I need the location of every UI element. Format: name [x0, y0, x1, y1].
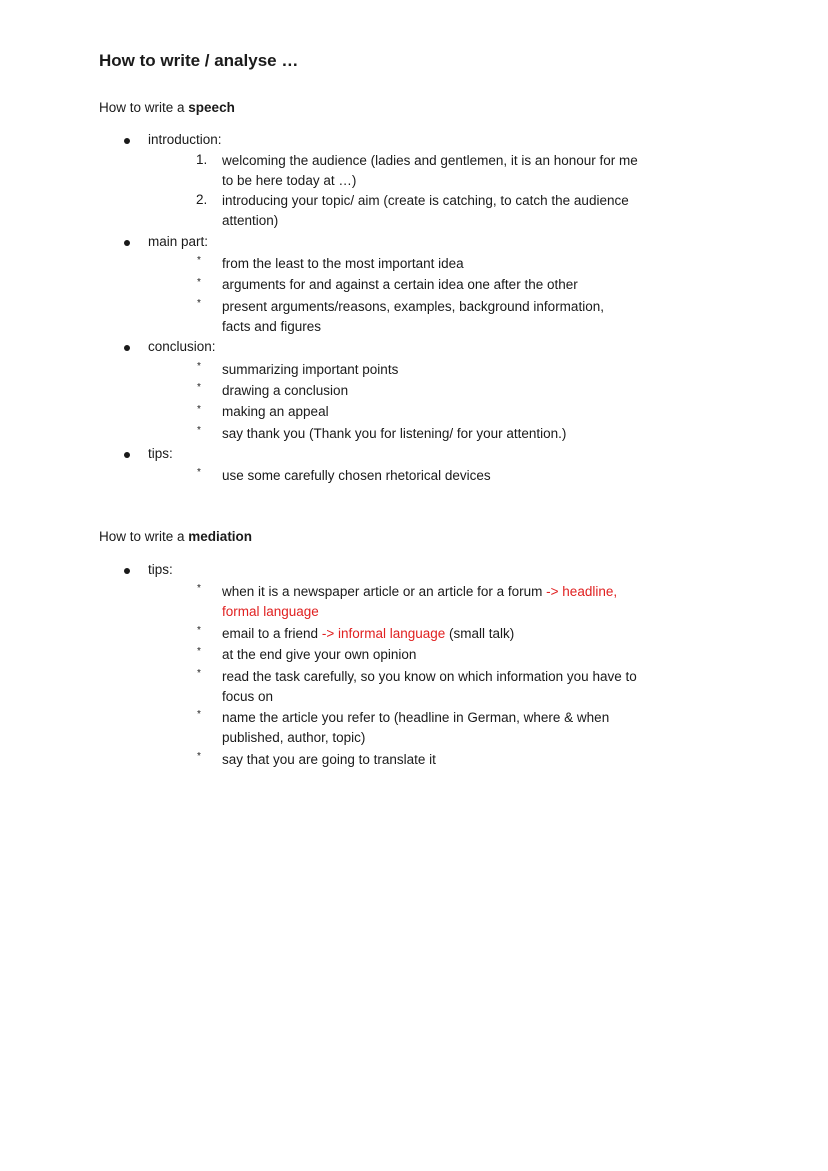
list-number: 2.: [196, 192, 208, 207]
bullet-dot: [124, 452, 130, 458]
asterisk-marker: *: [197, 404, 201, 415]
introduction-label: introduction:: [148, 132, 222, 147]
asterisk-marker: *: [197, 277, 201, 288]
speech-heading-prefix: How to write a: [99, 100, 185, 115]
asterisk-marker: *: [197, 646, 201, 657]
mediation-heading: [99, 529, 252, 544]
asterisk-marker: *: [197, 298, 201, 309]
mediation-item-2-tail: (small talk): [449, 626, 515, 641]
asterisk-marker: *: [197, 709, 201, 720]
introduction-item-2: introducing your topic/ aim (create is catching, to catch the audience attention): [222, 193, 629, 228]
conclusion-label: conclusion:: [148, 339, 216, 354]
asterisk-marker: *: [197, 382, 201, 393]
asterisk-marker: *: [197, 751, 201, 762]
asterisk-marker: *: [197, 625, 201, 636]
bullet-dot: [124, 568, 130, 574]
main-part-label: main part:: [148, 234, 209, 249]
main-part-item-1: from the least to the most important idea: [222, 256, 464, 271]
page-title: How to write / analyse …: [99, 51, 299, 70]
introduction-item-1: welcoming the audience (ladies and gentlemen, it is an honour for me to be here today at …): [222, 153, 638, 188]
conclusion-item-3: making an appeal: [222, 404, 329, 419]
speech-heading-bold: speech: [188, 100, 235, 115]
mediation-item-6: say that you are going to translate it: [222, 752, 436, 767]
mediation-item-1-highlight: -> headline, formal language: [222, 584, 618, 619]
mediation-item-2-highlight: -> informal language: [321, 626, 446, 641]
bullet-dot: [124, 138, 130, 144]
mediation-item-1: [222, 582, 647, 622]
speech-tips-item-1: use some carefully chosen rhetorical devices: [222, 468, 491, 483]
asterisk-marker: *: [197, 361, 201, 372]
mediation-item-5: name the article you refer to (headline in German, where & when published, author, topic): [222, 710, 610, 745]
asterisk-marker: *: [197, 583, 201, 594]
mediation-item-2-text: email to a friend: [222, 626, 319, 641]
list-number: 1.: [196, 152, 208, 167]
mediation-item-1-text: when it is a newspaper article or an article for a forum: [222, 584, 543, 599]
speech-heading: [99, 100, 235, 115]
conclusion-item-2: drawing a conclusion: [222, 383, 349, 398]
asterisk-marker: *: [197, 467, 201, 478]
mediation-heading-prefix: How to write a: [99, 529, 185, 544]
speech-tips-label: tips:: [148, 446, 173, 461]
conclusion-item-4: say thank you (Thank you for listening/ for your attention.): [222, 426, 567, 441]
mediation-item-3: at the end give your own opinion: [222, 647, 417, 662]
asterisk-marker: *: [197, 668, 201, 679]
asterisk-marker: *: [197, 425, 201, 436]
mediation-heading-bold: mediation: [188, 529, 253, 544]
mediation-item-2: [222, 624, 652, 644]
main-part-item-3: present arguments/reasons, examples, background information, facts and figures: [222, 299, 604, 334]
main-part-item-2: arguments for and against a certain idea one after the other: [222, 277, 578, 292]
asterisk-marker: *: [197, 255, 201, 266]
bullet-dot: [124, 240, 130, 246]
mediation-tips-label: tips:: [148, 562, 173, 577]
bullet-dot: [124, 345, 130, 351]
mediation-item-4: read the task carefully, so you know on which information you have to focus on: [222, 669, 637, 704]
conclusion-item-1: summarizing important points: [222, 362, 399, 377]
